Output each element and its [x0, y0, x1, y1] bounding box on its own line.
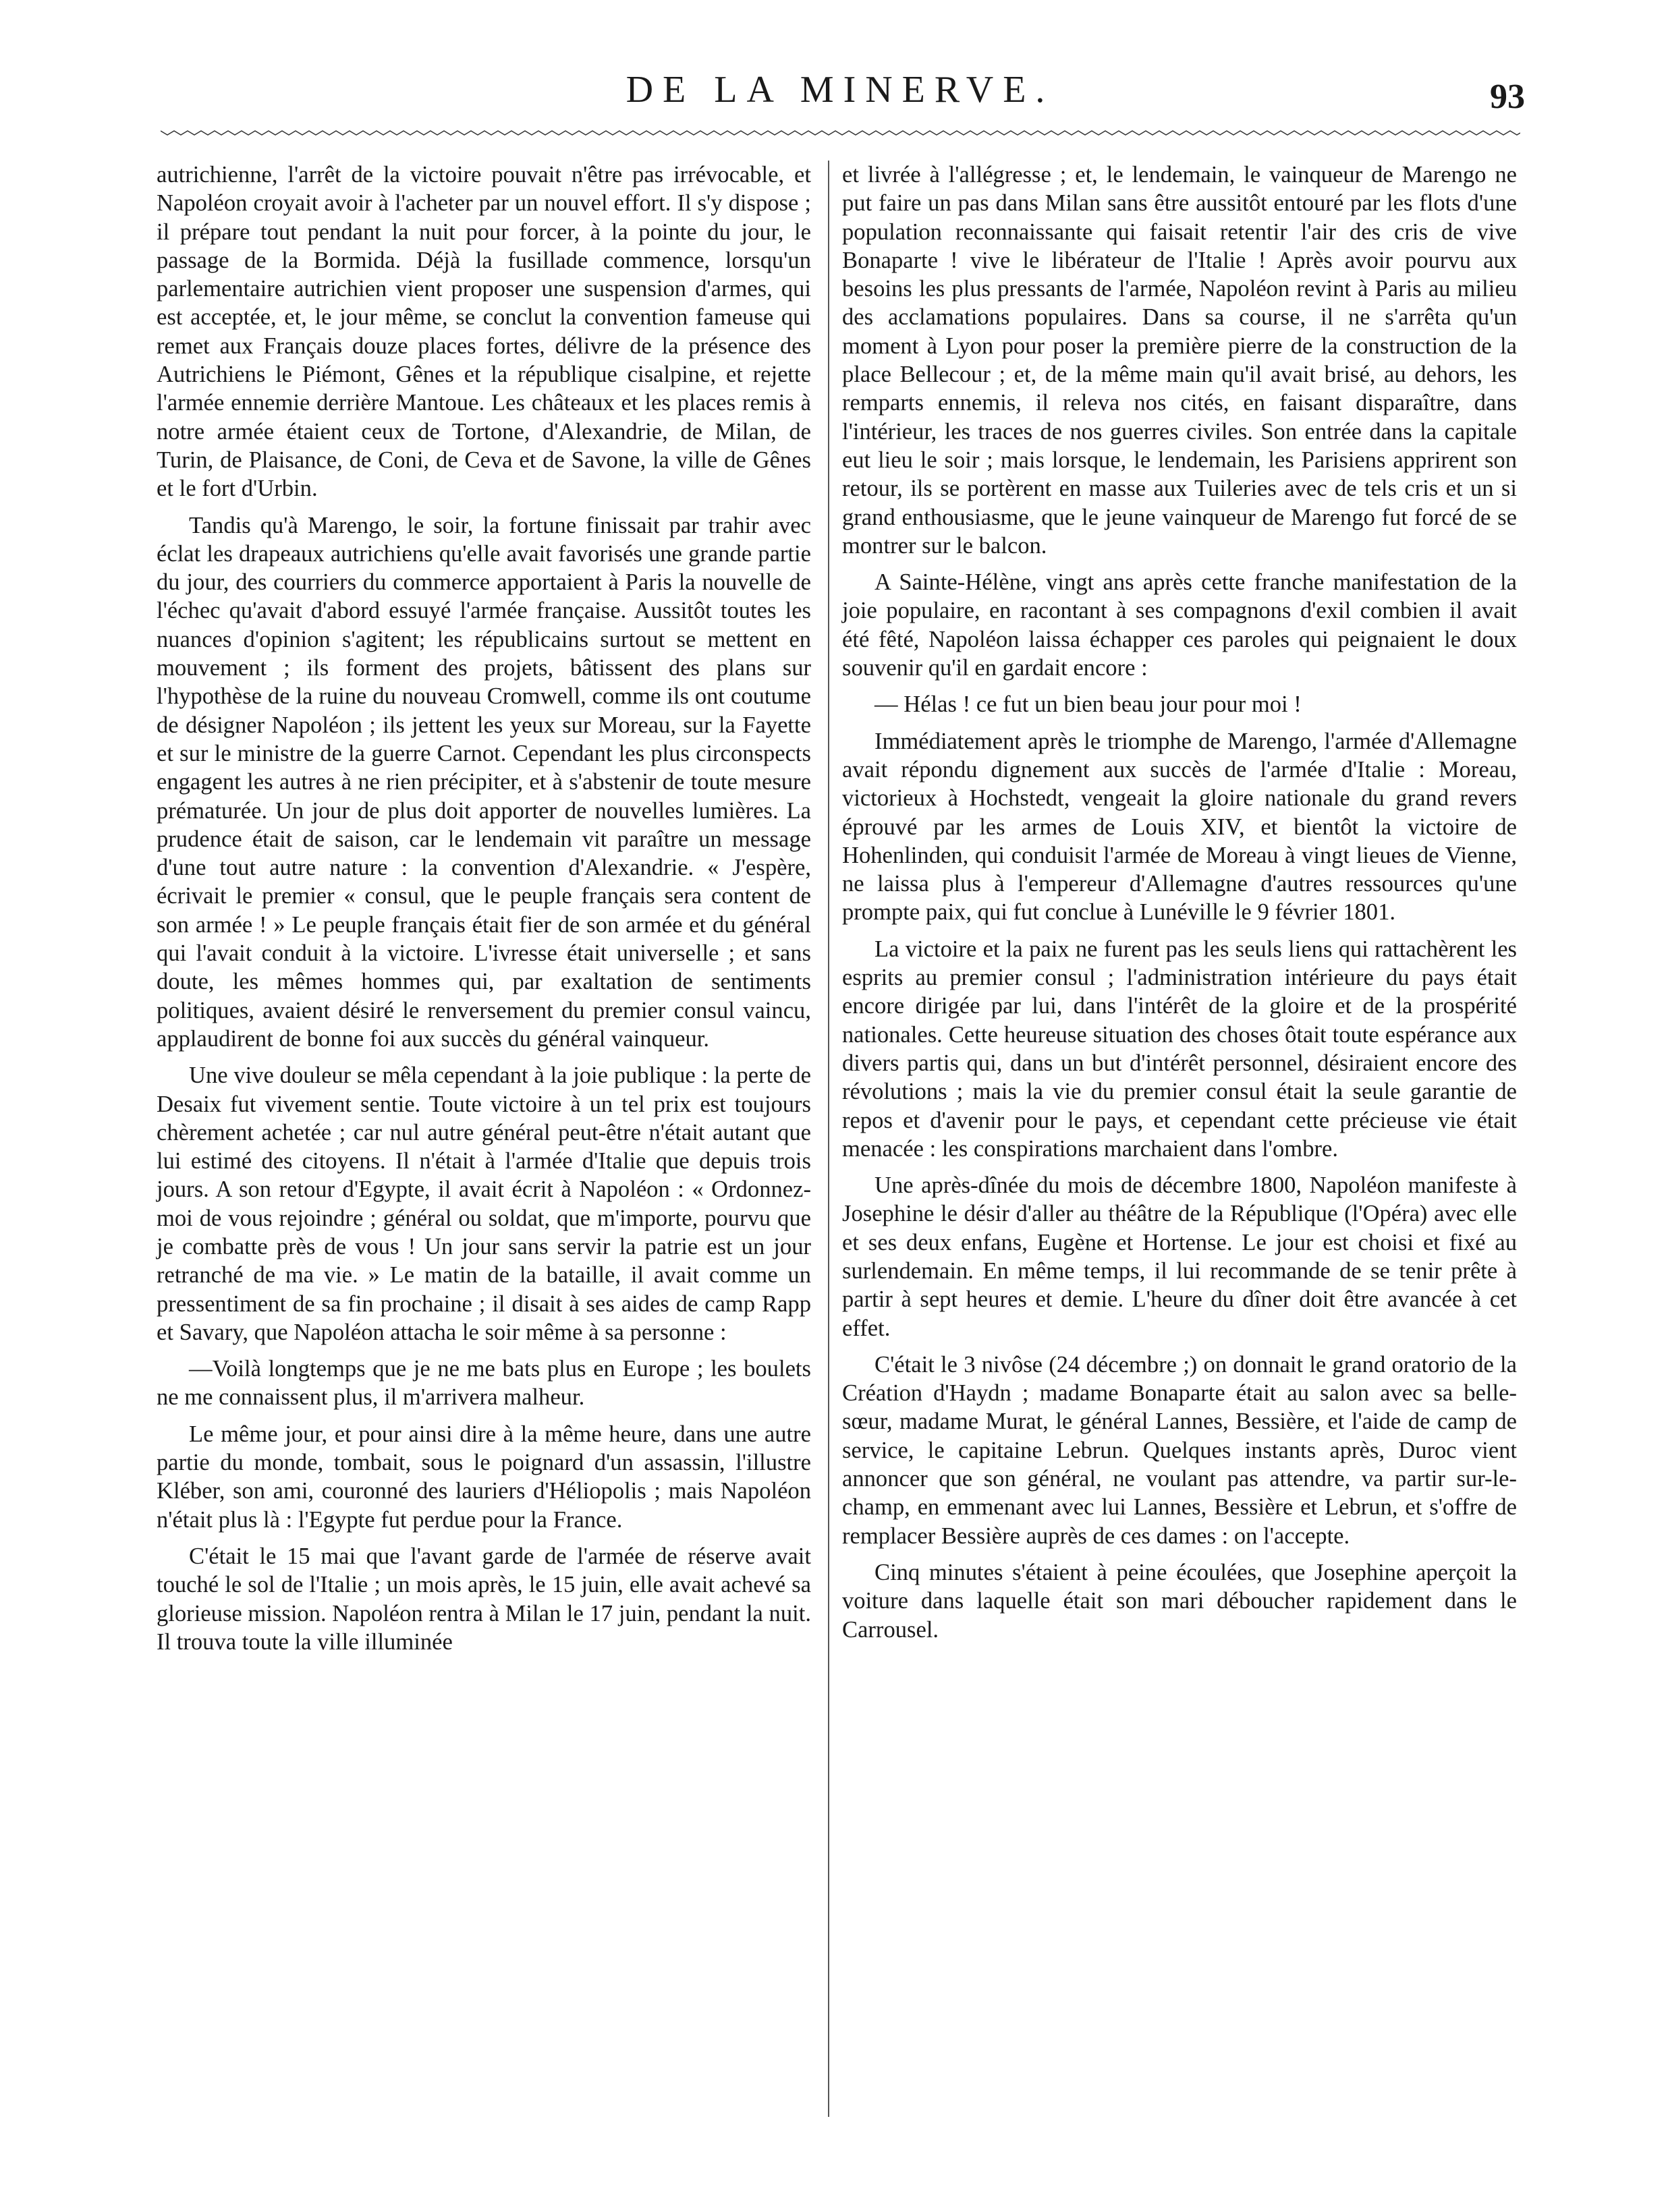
paragraph: Tandis qu'à Marengo, le soir, la fortune finissait par trahir avec éclat les drapeaux autrichiens qu'elle avait favorisés une grande partie du jour, des courriers du commerce apportaient à Paris la nouvelle de l'échec qu'avait d'abord essuyé l'armée française. Aussitôt toutes les nuances d'opinion s'agitent; les républicains surtout se mettent en mouvement ; ils forment des projets, bâtissent des plans sur l'hypothèse de la ruine du nouveau Cromwell, comme ils ont coutume de désigner Napoléon ; ils jettent les yeux sur Moreau, sur la Fayette et sur le ministre de la guerre Carnot. Cependant les plus circonspects engagent les autres à ne rien précipiter, et à s'abstenir de toute mesure prématurée. Un jour de plus doit apporter de nouvelles lumières. La prudence était de saison, car le lendemain vit paraître un message d'une tout autre nature : la convention d'Alexandrie. « J'espère, écrivait le premier « consul, que le peuple français sera content de son armée ! » Le peuple français était fier de son armée et du général qui l'avait conduit à la victoire. L'ivresse était universelle ; et sans doute, les mêmes hommes qui, par exaltation de sentiments politiques, avaient désiré le renversement du premier consul vaincu, applaudirent de bonne foi aux succès du général vainqueur.: [157, 512, 811, 1052]
paragraph: C'était le 3 nivôse (24 décembre ;) on donnait le grand oratorio de la Création d'Haydn ; madame Bonaparte était au salon avec sa belle-sœur, madame Murat, le général Lannes, Bessière, et l'aide de camp de service, le capitaine Lebrun. Quelques instants après, Duroc vient annoncer que son général, ne voulant pas attendre, va partir sur-le-champ, en emmenant avec lui Lannes, Bessière et Lebrun, et s'offre de remplacer Bessière auprès de ces dames : on l'accepte.: [842, 1351, 1517, 1549]
page-header: [155, 66, 1525, 120]
paragraph: — Hélas ! ce fut un bien beau jour pour moi !: [874, 691, 1302, 718]
page-number: 93: [1490, 78, 1525, 116]
paragraph: C'était le 15 mai que l'avant garde de l'armée de réserve avait touché le sol de l'Italie ; un mois après, le 15 juin, elle avait achevé sa glorieuse mission. Napoléon rentra à Milan le 17 juin, pendant la nuit. Il trouva toute la ville illuminée: [157, 1543, 811, 1655]
paragraph: et livrée à l'allégresse ; et, le lendemain, le vainqueur de Marengo ne put faire un pas dans Milan sans être aussitôt entouré par les flots d'une population reconnaissante qui faisait retentir l'air des cris de vive Bonaparte ! vive le libérateur de l'Italie ! Après avoir pourvu aux besoins les plus pressants de l'armée, Napoléon revint à Paris au milieu des acclamations populaires. Dans sa course, il ne s'arrêta qu'un moment à Lyon pour poser la première pierre de la construction de la place Bellecour ; et, de la même main qu'il avait brisé, au dehors, les remparts ennemis, il releva nos cités, en faisant disparaître, dans l'intérieur, les traces de nos guerres civiles. Son entrée dans la capitale eut lieu le soir ; mais lorsque, le lendemain, les Parisiens apprirent son retour, ils se portèrent en masse aux Tuileries avec de tels cris et un si grand enthousiasme, que le jeune vainqueur de Marengo fut forcé de se montrer sur le balcon.: [842, 162, 1517, 559]
paragraph: Immédiatement après le triomphe de Marengo, l'armée d'Allemagne avait répondu dignement aux succès de l'armée d'Italie : Moreau, victorieux à Hochstedt, vengeait la gloire nationale du grand revers éprouvé par les armes de Louis XIV, et bientôt la victoire de Hohenlinden, qui conduisit l'armée de Moreau à vingt lieues de Vienne, ne laissa plus à l'empereur d'Allemagne d'autres ressources qu'une prompte paix, qui fut conclue à Lunéville le 9 février 1801.: [842, 728, 1517, 926]
paragraph: Cinq minutes s'étaient à peine écoulées, que Josephine aperçoit la voiture dans laquelle était son mari déboucher rapidement dans le Carrousel.: [842, 1559, 1517, 1643]
paragraph: Le même jour, et pour ainsi dire à la même heure, dans une autre partie du monde, tombait, sous le poignard d'un assassin, l'illustre Kléber, son ami, couronné des lauriers d'Héliopolis ; mais Napoléon n'était plus là : l'Egypte fut perdue pour la France.: [157, 1421, 811, 1533]
paragraph: A Sainte-Hélène, vingt ans après cette franche manifestation de la joie populaire, en racontant à ses compagnons d'exil combien il avait été fêté, Napoléon laissa échapper ces paroles qui peignaient le doux souvenir qu'il en gardait encore :: [842, 569, 1517, 681]
paragraph: Une vive douleur se mêla cependant à la joie publique : la perte de Desaix fut vivement sentie. Toute victoire à un tel prix est toujours chèrement achetée ; car nul autre général peut-être n'était autant que lui estimé des citoyens. Il n'était à l'armée d'Italie que depuis trois jours. A son retour d'Egypte, il avait écrit à Napoléon : « Ordonnez-moi de vous rejoindre ; général ou soldat, que m'importe, pourvu que je combatte près de vous ! Un jour sans servir la patrie est un jour retranché de ma vie. » Le matin de la bataille, il avait comme un pressentiment de sa fin prochaine ; il disait à ses aides de camp Rapp et Savary, que Napoléon attacha le soir même à sa personne :: [157, 1062, 811, 1345]
paragraph: Une après-dînée du mois de décembre 1800, Napoléon manifeste à Josephine le désir d'aller au théâtre de la République (l'Opéra) avec elle et ses deux enfans, Eugène et Hortense. Le jour est choisi et fixé au surlendemain. En même temps, il lui recommande de se tenir prête à partir à sept heures et demie. L'heure du dîner doit être avancée à cet effet.: [842, 1172, 1517, 1341]
right-column: [842, 161, 1517, 1652]
column-divider: [828, 161, 829, 2117]
paragraph: La victoire et la paix ne furent pas les seuls liens qui rattachèrent les esprits au premier consul ; l'administration intérieure du pays était encore dirigée par lui, dans l'intérêt de la gloire et de la prospérité nationales. Cette heureuse situation des choses ôtait toute espérance aux divers partis qui, dans un but d'intérêt personnel, désiraient encore des révolutions ; mais la vie du premier consul était la seule garantie de repos et d'avenir pour le pays, et cependant cette précieuse vie était menacée : les conspirations marchaient dans l'ombre.: [842, 936, 1517, 1162]
running-title: DE LA MINERVE.: [626, 69, 1055, 111]
paragraph: autrichienne, l'arrêt de la victoire pouvait n'être pas irrévocable, et Napoléon croyait avoir à l'acheter par un nouvel effort. Il s'y dispose ; il prépare tout pendant la nuit pour forcer, à la pointe du jour, le passage de la Bormida. Déjà la fusillade commence, lorsqu'un parlementaire autrichien vient proposer une suspension d'armes, qui est acceptée, et, le jour même, se conclut la convention fameuse qui remet aux Français douze places fortes, délivre de la présence des Autrichiens le Piémont, Gênes et la république cisalpine, et rejette l'armée ennemie derrière Mantoue. Les châteaux et les places remis à notre armée étaient ceux de Tortone, d'Alexandrie, de Milan, de Turin, de Plaisance, de Coni, de Ceva et de Savone, la ville de Gênes et le fort d'Urbin.: [157, 162, 811, 502]
header-rule: [161, 130, 1520, 136]
paragraph: —Voilà longtemps que je ne me bats plus en Europe ; les boulets ne me connaissent plus, il m'arrivera malheur.: [157, 1356, 811, 1411]
left-column: [157, 161, 811, 1664]
